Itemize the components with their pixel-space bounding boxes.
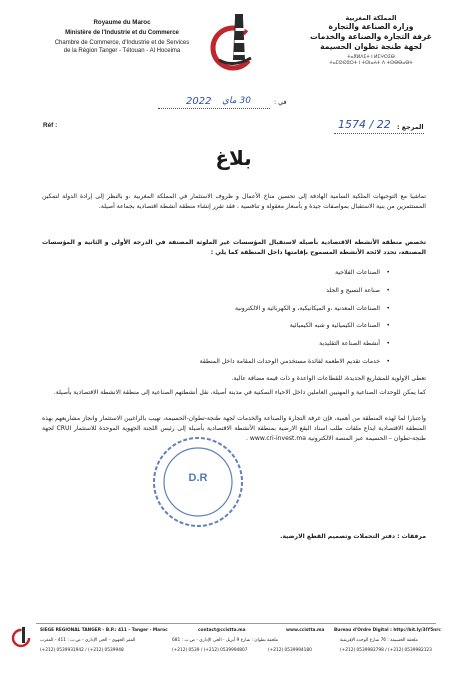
footer-logo bbox=[10, 624, 34, 648]
list-item: • أنشطة الصناعة التقليدية bbox=[319, 340, 390, 348]
list-item: • خدمات تقديم الاطعمة لفائدة مستخدمي الوحدات المقامة داخل المنطقة bbox=[199, 357, 390, 365]
footer-tanger-ar: المقر الجهوي - الحي الإداري - ص.ب : 411 - المغرب bbox=[40, 638, 136, 643]
footer-phone-hoceima: (+212) 0539983798 / (+212) 0539982123 bbox=[340, 648, 432, 653]
list-item: • الصناعات الفلاحية bbox=[335, 269, 390, 276]
date-value: 2022 bbox=[186, 96, 212, 107]
ref-label-ar: المرجع : bbox=[397, 123, 424, 131]
paragraph-priority: تعطى الاولوية للمشاريع الجديدة، للقطاعات الواعدة و ذات قيمة مضافة عالية. bbox=[231, 375, 426, 382]
paragraph-relocation: كما يمكن للوحدات الصناعية و المهنيين العاملين داخل الاحياء السكنية في مدينة أصيلة، نقل أنشطتهم الصناعية إلى منطقة الانشطة الاقتصادية بأصيلة. bbox=[53, 389, 426, 396]
page-title: بلاغ bbox=[215, 146, 252, 170]
date-label: في : bbox=[274, 98, 287, 106]
ref-value: 1574 / 22 bbox=[338, 118, 391, 131]
tif-line1: ⵜⴰⴳⵍⴷⵉⵜ ⵏ ⵍⵎⵖⵔⵉⴱ bbox=[347, 55, 395, 61]
list-item: • الصناعات الكيميائية و شبه الكيميائية bbox=[289, 322, 390, 330]
footer-address: SIEGE REGIONAL TANGER - B.P.: 411 - Tanger - Maroc bbox=[40, 628, 168, 633]
official-stamp bbox=[148, 432, 248, 532]
footer-digital-office[interactable]: Bureau d'Ordre Digital : http://bit.ly/3IY5nrc bbox=[334, 628, 441, 633]
footer-divider bbox=[36, 623, 436, 624]
ref-label-fr: Réf : bbox=[43, 122, 58, 129]
footer-tetouan-ar: ملحقة تطوان : شارع 9 أبريل - الحي الإداري - ص.ب : 681 bbox=[172, 638, 279, 643]
date-line bbox=[158, 108, 270, 109]
footer-email: contact@ccisttа.ma bbox=[198, 628, 246, 633]
ref-line bbox=[334, 133, 424, 134]
fr-chamber: Chambre de Commerce, d'Industrie et de Services bbox=[54, 40, 190, 46]
ar-kingdom: المملكة المغربية bbox=[345, 14, 397, 22]
chamber-logo bbox=[205, 8, 265, 73]
footer-hoceima-ar: ملحقة الحسيمة : 76 شارع الوحدة الإفريقية bbox=[340, 638, 418, 643]
activities-list bbox=[42, 269, 390, 376]
footer-phone-tetouan: (+212) 0539 / (+212) 0539994807 bbox=[172, 648, 248, 653]
footer-website: www.ccistta.ma bbox=[286, 628, 325, 633]
footer-phone-tanger: (+212) 0539931942 / (+212) 0539948 bbox=[40, 648, 124, 653]
date-month: 30 ماي bbox=[222, 96, 251, 106]
fr-region: de la Région Tanger - Tétouan - Al Hoceima bbox=[63, 47, 181, 54]
ar-region: لجهة طنجة تطوان الحسيمة bbox=[320, 42, 422, 52]
fr-kingdom: Royaume du Maroc bbox=[93, 19, 151, 26]
header-ar bbox=[290, 14, 452, 67]
paragraph-activities: تخصص منطقة الأنشطة الاقتصادية بأصيلة لاستقبال المؤسسات غير الملوثة المصنفة في الدرجة الأولى و الثانية و المؤسسات المصنفة، تحدد لائحة الأنشطة المسموح بإقامتها داخل المنطقة كما يلي : bbox=[42, 239, 426, 257]
paragraph-call: واعتبارا لما لهذه المنطقة من أهمية، فإن غرفة التجارة والصناعة والخدمات لجهة طنجة-تطوان-الحسيمة، تهيب بالراغبين الاستثمار وانجاز مشاريعهم بهذه المنطقة الاقتصادية ايداع ملفات طلب اسناد البقع الارضية بمنطقة الأنشطة الاقتصادية بأصيلة إلى رئيس اللجنة الجهوية الموحدة للاستثمار CRUI لجهة طنجة-تطوان – الحسيمة عبر المنصة الالكترونية www.cri-invest.ma . bbox=[42, 415, 426, 443]
ar-chamber: غرفة التجارة والصناعة والخدمات bbox=[310, 32, 432, 42]
list-item: • الصناعات المعدنية ،و الميكانيكية، و الكهربائية و الالكترونية bbox=[234, 304, 390, 312]
ar-ministry: وزارة الصناعة والتجارة bbox=[328, 22, 414, 32]
attachments-note: مرفقات : دفتر التحملات وتصميم القطع الارضية. bbox=[280, 533, 426, 540]
paragraph-intro: تماشيا مع التوجيهات الملكية السامية الهادفة إلى تحسين مناخ الأعمال و ظروف الاستثمار في المملكة المغربية ،و بالنظر إلى إرادة الدولة لتمكين المستثمرين من بنية الاستقبال بمواصفات جيدة و بأسعار معقولة و تنافسية ، فقد تقرر إنشاء منطقة أنشطة اقتصادية بجماعة أصيلة. bbox=[42, 193, 426, 211]
header-fr bbox=[42, 19, 202, 55]
fr-ministry: Ministère de l'Industrie et du Commerce bbox=[65, 29, 179, 36]
tif-line2: ⵜⴰⵎⵙⵙⵓⵔⵜ ⵏ ⵜⵙⵏⴰⵄⵜ ⴷ ⵜⵙⴱⴱⴰⴱⵜ bbox=[329, 61, 413, 67]
footer-phone-tetouan-2: (+212) 0539994180 bbox=[268, 648, 312, 653]
list-item: • صناعة النسيج و الجلد bbox=[326, 286, 390, 294]
stamp-center: D.R bbox=[188, 472, 208, 484]
